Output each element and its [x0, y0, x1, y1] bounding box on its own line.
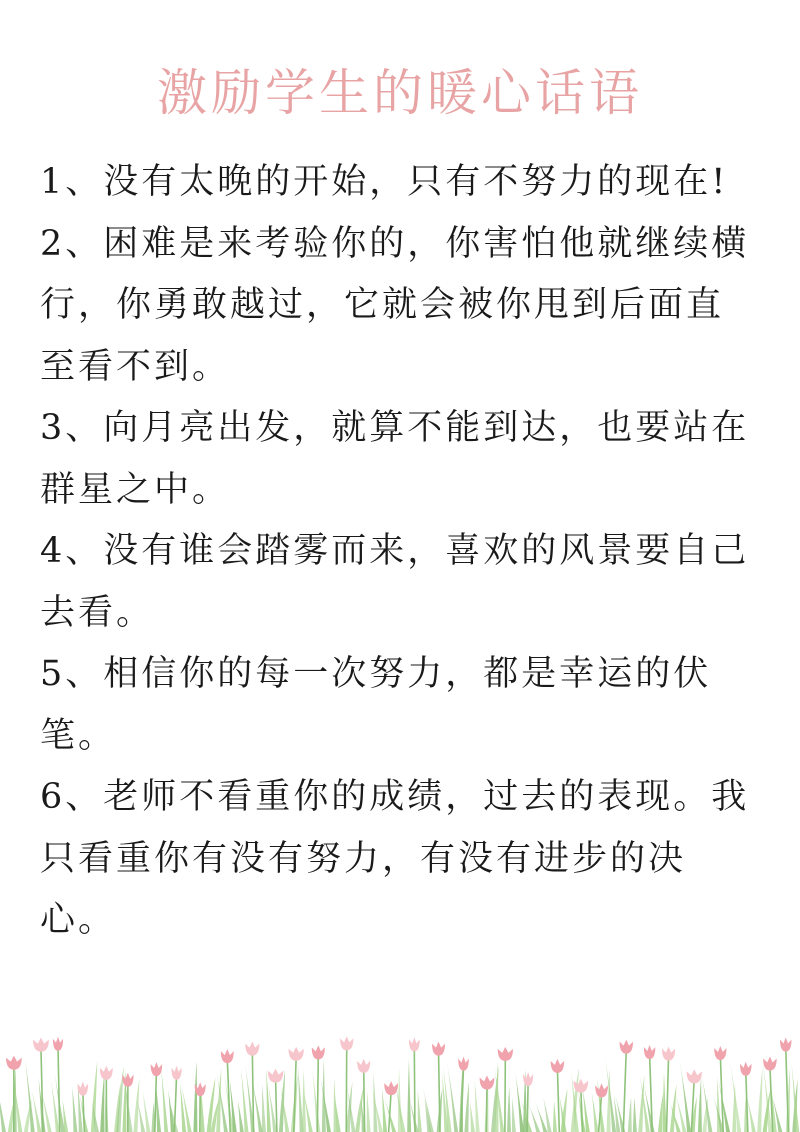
grass-blade — [757, 1068, 762, 1132]
tulip-flower — [6, 1056, 22, 1070]
tulip-stem — [317, 1055, 318, 1132]
tulip-stem — [174, 1076, 176, 1132]
grass-blade — [72, 1087, 77, 1132]
grass-blade — [628, 1097, 632, 1132]
tulip-stem — [557, 1069, 559, 1132]
grass-blade — [418, 1090, 422, 1132]
tulip-flower — [171, 1066, 181, 1080]
tulip-flower — [357, 1059, 370, 1073]
grass-blade — [516, 1074, 525, 1132]
grass-blade — [100, 1071, 104, 1132]
tulip-flower — [620, 1040, 633, 1054]
tulip-flower — [151, 1062, 162, 1076]
quote-item-6: 6、老师不看重你的成绩，过去的表现。我只看重你有没有努力，有没有进步的决心。 — [40, 777, 750, 940]
tulip-flower — [714, 1046, 726, 1060]
grass-blade — [470, 1102, 475, 1132]
grass-blade — [475, 1080, 480, 1132]
tulip-flower — [409, 1037, 420, 1051]
grass-blade — [698, 1078, 702, 1132]
tulip-stem — [276, 1079, 277, 1132]
grass-blade — [143, 1092, 151, 1132]
tulip-flower — [498, 1047, 513, 1061]
tulip-flower — [780, 1037, 791, 1051]
grass-blade — [507, 1086, 511, 1132]
grass-blade — [605, 1057, 616, 1132]
page-title: 激励学生的暖心话语 — [157, 64, 643, 122]
grass-blade — [312, 1070, 320, 1132]
grass-blade — [0, 1077, 6, 1132]
tulip-stem — [486, 1086, 487, 1132]
tulip-flower — [268, 1069, 283, 1083]
tulip-flower — [687, 1069, 702, 1083]
tulip-stem — [666, 1057, 668, 1132]
tulip-flower — [763, 1057, 776, 1071]
tulip-flower — [33, 1038, 49, 1052]
tulip-flower — [551, 1059, 564, 1073]
grass-blade — [792, 1064, 800, 1132]
tulip-flower — [458, 1057, 469, 1071]
grass-blade — [702, 1074, 713, 1132]
tulip-stem — [364, 1069, 365, 1132]
grass-blade — [320, 1076, 331, 1132]
tulip-border-decoration — [0, 1030, 800, 1132]
grass-blade — [161, 1069, 168, 1132]
tulip-flower — [53, 1037, 63, 1051]
tulip-flower — [245, 1042, 259, 1056]
grass-blade — [553, 1101, 557, 1132]
tulip-stem — [83, 1092, 85, 1132]
grass-blade — [407, 1059, 411, 1132]
quote-list — [40, 152, 760, 952]
grass-blade — [633, 1098, 637, 1132]
quote-item-2: 2、困难是来考验你的，你害怕他就继续横行，你勇敢越过，它就会被你甩到后面直至看不到。 — [40, 223, 750, 387]
tulip-flower — [100, 1066, 113, 1080]
tulip-stem — [58, 1047, 60, 1132]
tulip-flower — [340, 1036, 353, 1050]
tulip-flower — [289, 1047, 304, 1061]
tulip-flower — [312, 1045, 325, 1059]
tulip-flower — [221, 1049, 234, 1063]
tulip-flower — [432, 1042, 445, 1056]
tulip-flower — [480, 1076, 495, 1090]
tulip-stem — [527, 1082, 528, 1132]
grass-blade — [464, 1082, 469, 1132]
quote-item-5: 5、相信你的每一次努力，都是幸运的伏笔。 — [40, 654, 712, 756]
grass-blade — [241, 1069, 249, 1132]
tulip-stem — [155, 1072, 157, 1132]
quote-item-1: 1、没有太晚的开始，只有不努力的现在! — [40, 162, 729, 202]
tulip-stem — [414, 1047, 415, 1132]
tulip-stem — [623, 1050, 626, 1132]
grass-blade — [262, 1084, 266, 1132]
grass-blade — [373, 1072, 377, 1132]
tulip-flower — [644, 1045, 655, 1059]
tulip-flower — [595, 1083, 608, 1097]
grass-blade — [658, 1093, 663, 1132]
grass-blade — [193, 1061, 197, 1132]
grass-blade — [238, 1100, 244, 1132]
tulip-flower — [523, 1072, 533, 1086]
tulip-stem — [389, 1091, 391, 1132]
grass-blade — [216, 1068, 221, 1132]
grass-blade — [133, 1078, 139, 1132]
grass-blade — [137, 1100, 145, 1132]
quote-item-3: 3、向月亮出发，就算不能到达，也要站在群星之中。 — [40, 408, 750, 510]
quote-item-4: 4、没有谁会踏雾而来，喜欢的风景要自己去看。 — [40, 531, 750, 633]
grass-blade — [592, 1093, 599, 1132]
grass-blade — [382, 1088, 387, 1132]
tulip-flower — [740, 1062, 752, 1076]
grass-blade — [367, 1091, 371, 1132]
tulip-flower — [384, 1081, 398, 1095]
tulip-stem — [581, 1089, 583, 1132]
grass-blade — [512, 1098, 516, 1132]
tulip-flower — [662, 1047, 675, 1061]
tulip-flower — [78, 1082, 89, 1096]
